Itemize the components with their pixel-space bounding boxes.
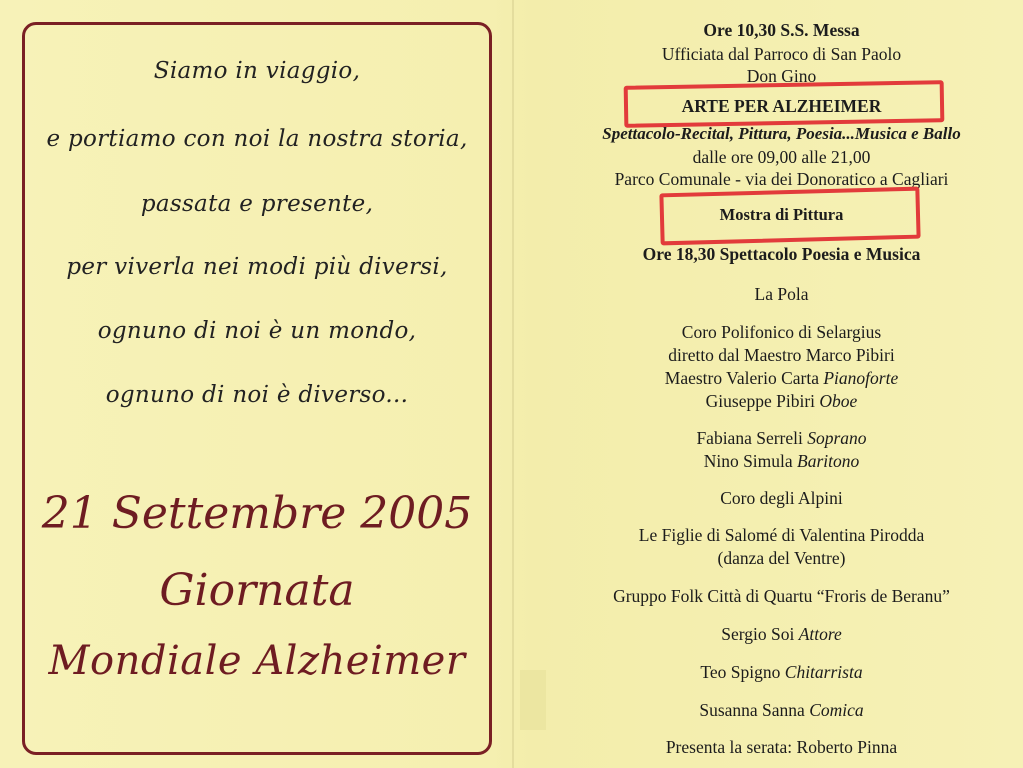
carta-role: Pianoforte: [823, 368, 899, 388]
poem-line-3: passata e presente,: [140, 191, 374, 217]
program-spigno: [540, 662, 1023, 683]
soi-name: Sergio Soi: [721, 624, 795, 644]
program-serreli: [540, 428, 1023, 449]
program-alpini: Coro degli Alpini: [720, 488, 843, 508]
sanna-name: Susanna Sanna: [699, 700, 805, 720]
program-soi: [540, 624, 1023, 645]
poem-line-4: per viverla nei modi più diversi,: [66, 254, 448, 280]
mass-priest: Don Gino: [746, 66, 817, 86]
event-hours: dalle ore 09,00 alle 21,00: [692, 147, 871, 167]
show-time: Ore 18,30 Spettacolo Poesia e Musica: [642, 244, 921, 264]
sanna-role: Comica: [809, 700, 864, 720]
soi-role: Attore: [798, 624, 842, 644]
title-line-1: Giornata: [159, 565, 355, 616]
event-title: ARTE PER ALZHEIMER: [681, 96, 882, 116]
pibiri-name: Giuseppe Pibiri: [705, 391, 816, 411]
spigno-name: Teo Spigno: [700, 662, 781, 682]
simula-role: Baritono: [797, 451, 860, 471]
program-sanna: [540, 700, 1023, 721]
poem-line-6: ognuno di noi è diverso...: [105, 382, 409, 408]
event-place: Parco Comunale - via dei Donoratico a Cagliari: [614, 169, 949, 189]
program-carta: [540, 368, 1023, 389]
program-coro-selargius: Coro Polifonico di Selargius: [681, 322, 882, 342]
event-date: 21 Settembre 2005: [41, 488, 473, 539]
program-salome: Le Figlie di Salomé di Valentina Pirodda: [638, 525, 925, 545]
poem-line-5: ognuno di noi è un mondo,: [97, 318, 417, 344]
event-subtitle: Spettacolo-Recital, Pittura, Poesia...Musica e Ballo: [602, 124, 961, 143]
program-salome-note: (danza del Ventre): [717, 548, 846, 568]
poem-line-1: Siamo in viaggio,: [153, 58, 361, 84]
program-folk: Gruppo Folk Città di Quartu “Froris de Beranu”: [613, 586, 950, 606]
program-simula: [540, 451, 1023, 472]
title-line-2: Mondiale Alzheimer: [48, 638, 466, 684]
simula-name: Nino Simula: [703, 451, 793, 471]
pibiri-role: Oboe: [819, 391, 858, 411]
poem-line-2: e portiamo con noi la nostra storia,: [46, 126, 468, 152]
program-la-pola: La Pola: [754, 284, 809, 304]
exhibition: Mostra di Pittura: [719, 205, 844, 224]
serreli-role: Soprano: [807, 428, 867, 448]
serreli-name: Fabiana Serreli: [696, 428, 803, 448]
spigno-role: Chitarrista: [784, 662, 863, 682]
mass-time: Ore 10,30 S.S. Messa: [703, 20, 860, 40]
program-host: Presenta la serata: Roberto Pinna: [665, 737, 898, 757]
program-pibiri: [540, 391, 1023, 412]
carta-name: Maestro Valerio Carta: [664, 368, 819, 388]
mass-officiant: Ufficiata dal Parroco di San Paolo: [661, 44, 902, 64]
program-coro-director: diretto dal Maestro Marco Pibiri: [668, 345, 895, 365]
center-fold: [512, 0, 514, 768]
